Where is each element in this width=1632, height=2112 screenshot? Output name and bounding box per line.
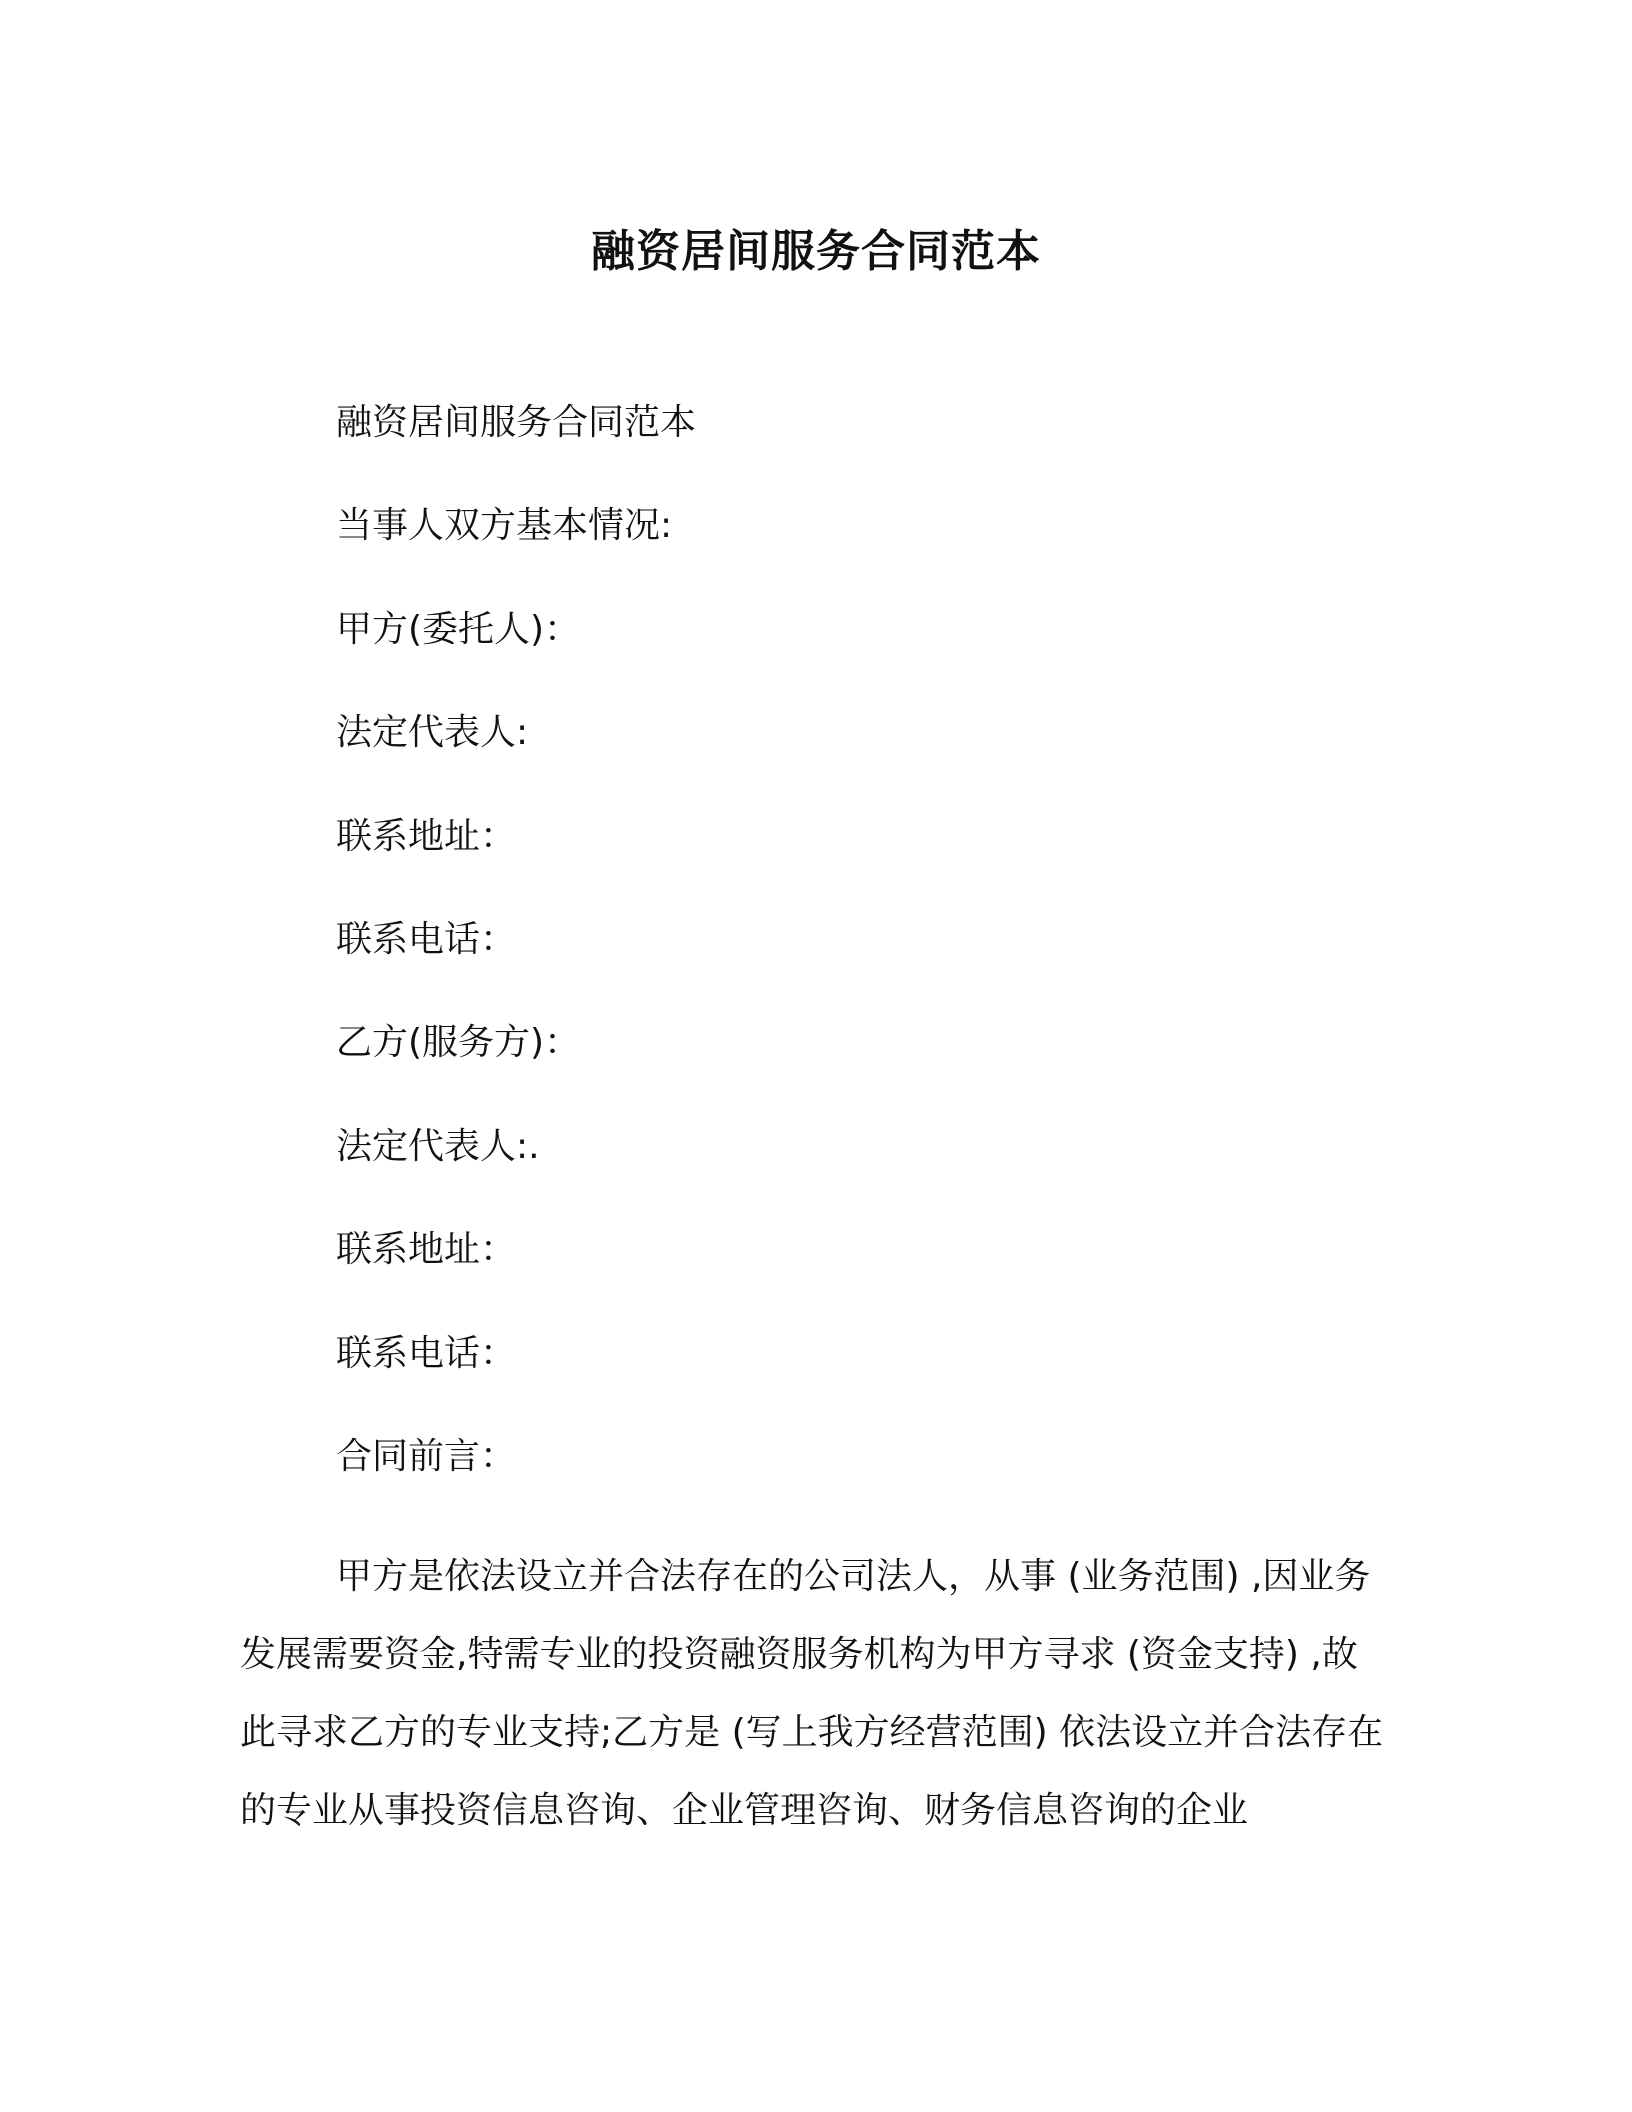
party-b-address-label: 联系地址： bbox=[336, 1229, 517, 1270]
party-a-representative-label: 法定代表人: bbox=[336, 712, 529, 753]
party-b-label: 乙方(服务方)： bbox=[336, 1022, 581, 1063]
party-b-representative-label: 法定代表人:. bbox=[336, 1126, 540, 1167]
subtitle-line: 融资居间服务合同范本 bbox=[336, 402, 697, 443]
party-a-phone-label: 联系电话： bbox=[336, 919, 517, 960]
party-a-label: 甲方(委托人)： bbox=[336, 609, 581, 650]
parties-heading: 当事人双方基本情况: bbox=[336, 505, 673, 546]
party-a-address-label: 联系地址： bbox=[336, 816, 517, 857]
contract-preamble-heading: 合同前言： bbox=[336, 1436, 517, 1477]
document-title: 融资居间服务合同范本 bbox=[591, 226, 1041, 277]
preamble-paragraph: 甲方是依法设立并合法存在的公司法人，从事 (业务范围) ,因业务发展需要资金,特需专业的投资融资服务机构为甲方寻求 (资金支持) ,故此寻求乙方的专业支持;乙方是 (写上我方经营范围) 依法设立并合法存在的专业从事投资信息咨询、企业管理咨询、财务信息咨询的企业 bbox=[240, 1556, 1384, 1831]
party-b-phone-label: 联系电话： bbox=[336, 1333, 517, 1374]
